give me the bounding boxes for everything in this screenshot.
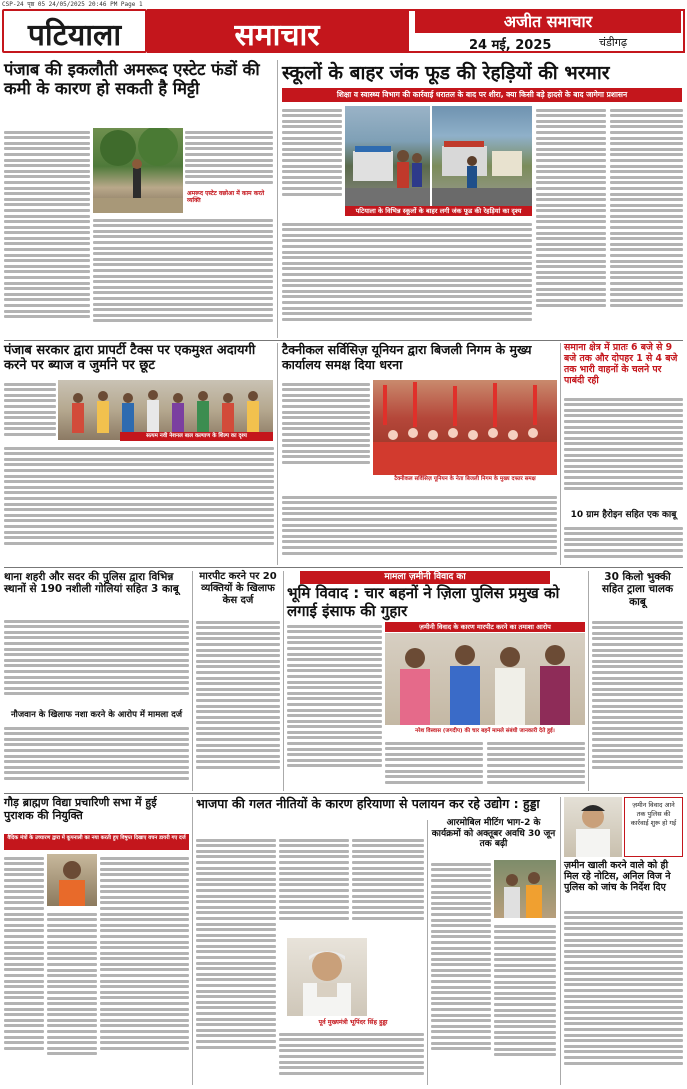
city-title-box (2, 9, 147, 53)
story10-body-col1 (4, 854, 44, 1084)
story3-body (4, 444, 274, 564)
story2-subhead: शिक्षा व स्वास्थ्य विभाग की कार्रवाई धरातल के बाद पर शीरा, क्या किसी बड़े हादसे के बाद जागेगा प्रशासन (282, 88, 682, 102)
story2-body-bottom (282, 220, 532, 338)
story10-body-col2 (47, 910, 97, 1084)
story8-body-col1 (287, 622, 382, 790)
story5-headline: समाना क्षेत्र में प्रातः 6 बजे से 9 बजे तक और दोपहर 1 से 4 बजे तक भारी वाहनों के चलने पर पाबंदी रही (564, 342, 678, 386)
story9-headline: 30 किलो भुक्की सहित ट्राला चालक काबू (601, 571, 674, 608)
story2-headline: स्कूलों के बाहर जंक फूड की रेहड़ियों की भरमार (282, 62, 610, 84)
story3-body-col1 (4, 380, 56, 440)
story5-body (564, 395, 683, 507)
story4-photo-caption: टैक्नीकल सर्विसिज़ यूनियन के नेता बिजली निगम के मुख्य दफ्तर समक्ष (373, 475, 557, 491)
story11-photo-caption: पूर्व मुख्यमंत्री भूपिंदर सिंह हुड्डा (282, 1018, 424, 1028)
story5b-headline: 10 ग्राम हैरोइन सहित एक काबू (570, 510, 677, 520)
story8-photo (385, 633, 585, 725)
story1-headline: पंजाब की इकलौती अमरूद एस्टेट फंडों की कमी के कारण हो सकती है मिट्टी (4, 60, 260, 99)
story2-photo-caption: पटियाला के विभिन्न स्कूलों के बाहर लगी जंक फूड की रेहड़ियां का दृश्य (345, 206, 532, 216)
story12-headline: आरमोबिल मीटिंग भाग-2 के कार्यक्रमों को अक्तूबर अवधि 30 जून तक बढ़ी (431, 818, 556, 850)
story11-body-col3 (352, 836, 424, 936)
story8-body-col3 (487, 739, 585, 791)
story10-subhead: वैदिक मंत्रों के उच्चारण द्वारा में कूपनाली का नया करती हुए विषुप्त दिखाए वचन डायरी गए दर्ज (4, 834, 189, 850)
story8-kicker: मामला ज़मीनी विवाद का (300, 571, 550, 584)
story12-photo (494, 860, 556, 918)
story12-body-col1 (431, 860, 491, 1084)
story1-body-col1 (4, 128, 90, 338)
brand-name: अजीत समाचार (415, 11, 681, 33)
story1-body-col2 (185, 128, 273, 188)
section-title: समाचार (234, 18, 320, 53)
story10-headline: गौड़ ब्राह्मण विद्या प्रचारिणी सभा में हुई पुराशक की नियुक्ति (4, 796, 157, 822)
story4-headline: टैक्नीकल सर्विसिज़ यूनियन द्वारा बिजली निगम के मुख्य कार्यालय समक्ष दिया धरना (282, 342, 532, 372)
story4-photo (373, 380, 557, 475)
story7-headline: मारपीट करने पर 20 व्यक्तियों के खिलाफ केस दर्ज (199, 571, 277, 606)
edition-city: चंडीगढ़ (599, 36, 628, 49)
story11-body-bottom (279, 1030, 424, 1084)
story11-photo (287, 938, 367, 1016)
story4-body-col1 (282, 380, 370, 475)
story3-photo (58, 380, 273, 440)
story2-body-col-right (536, 106, 606, 338)
story3-headline: पंजाब सरकार द्वारा प्रापर्टी टैक्स पर एकमुश्त अदायगी करने पर ब्याज व जुर्माने पर छूट (4, 343, 256, 374)
story11-headline: भाजपा की गलत नीतियों के कारण हरियाणा से पलायन कर रहे उद्योग : हुड्डा (196, 796, 540, 811)
story10-photo (47, 854, 97, 906)
story11-body-col1 (196, 836, 276, 1084)
story7-body (196, 618, 280, 790)
page-slug: CSP-24 पृष्ठ 05 24/05/2025 20:46 PM Page 1 (0, 0, 687, 9)
masthead (0, 9, 687, 57)
story2-photo-right (432, 106, 532, 206)
story10-body-col3 (100, 854, 189, 1084)
story2-body-col-far (610, 106, 683, 338)
story6-headline: थाना शहरी और सदर की पुलिस द्वारा विभिन्न स्थानों से 190 नशीली गोलियां सहित 3 काबू (4, 571, 179, 596)
story8-photo-caption-right: नरेश विस्वास (जगदीप) की चार बहनें मामले संबंधी जानकारी देते हुई। (385, 726, 585, 736)
brand-box (407, 9, 685, 53)
story2-body-col1 (282, 106, 342, 206)
story2-photo-left (345, 106, 430, 206)
story12-body-col2 (494, 922, 556, 1084)
story13-headline: ज़मीन खाली करने वाले को ही मिल रहे नोटिस, अनिल विज ने पुलिस को जांच के निर्देश दिए (564, 860, 671, 894)
edition-date: 24 मई, 2025 (469, 38, 552, 53)
story3-photo-caption: सत्यम नवी नेशनल बाल कल्याण के शिल्प का दृश्य (120, 432, 273, 441)
story6b-body (4, 724, 189, 789)
story13-photo (564, 797, 622, 857)
story1-photo (93, 128, 183, 213)
story8-photo-caption-left: ज़मीनी विवाद के कारण मारपीट करने का तमाशा आरोप (385, 622, 585, 632)
story11-body-col2 (279, 836, 349, 936)
story6b-headline: नौजवान के खिलाफ नशा करने के आरोप में मामला दर्ज (10, 710, 183, 720)
city-title: पटियाला (27, 18, 122, 53)
story13-pull-quote-box (624, 797, 683, 857)
section-title-box (147, 9, 407, 53)
story1-photo-caption: अमरूद एस्टेट वछोआ में काम करते व्यक्ति (185, 190, 273, 212)
story8-headline: भूमि विवाद : चार बहनों ने ज़िला पुलिस प्रमुख को लगाई इंसाफ की गुहार (287, 584, 560, 620)
story4-body (282, 493, 557, 565)
story5b-body (564, 524, 683, 565)
story13-body (564, 908, 683, 1084)
story1-body-col3 (93, 216, 273, 336)
story9-body (592, 618, 683, 790)
story8-body-col2 (385, 739, 483, 791)
story13-pull-quote: ज़मीन विवाद आने तक पुलिस की कार्रवाई शुरू हो गई (630, 801, 677, 827)
story6-body (4, 617, 189, 707)
